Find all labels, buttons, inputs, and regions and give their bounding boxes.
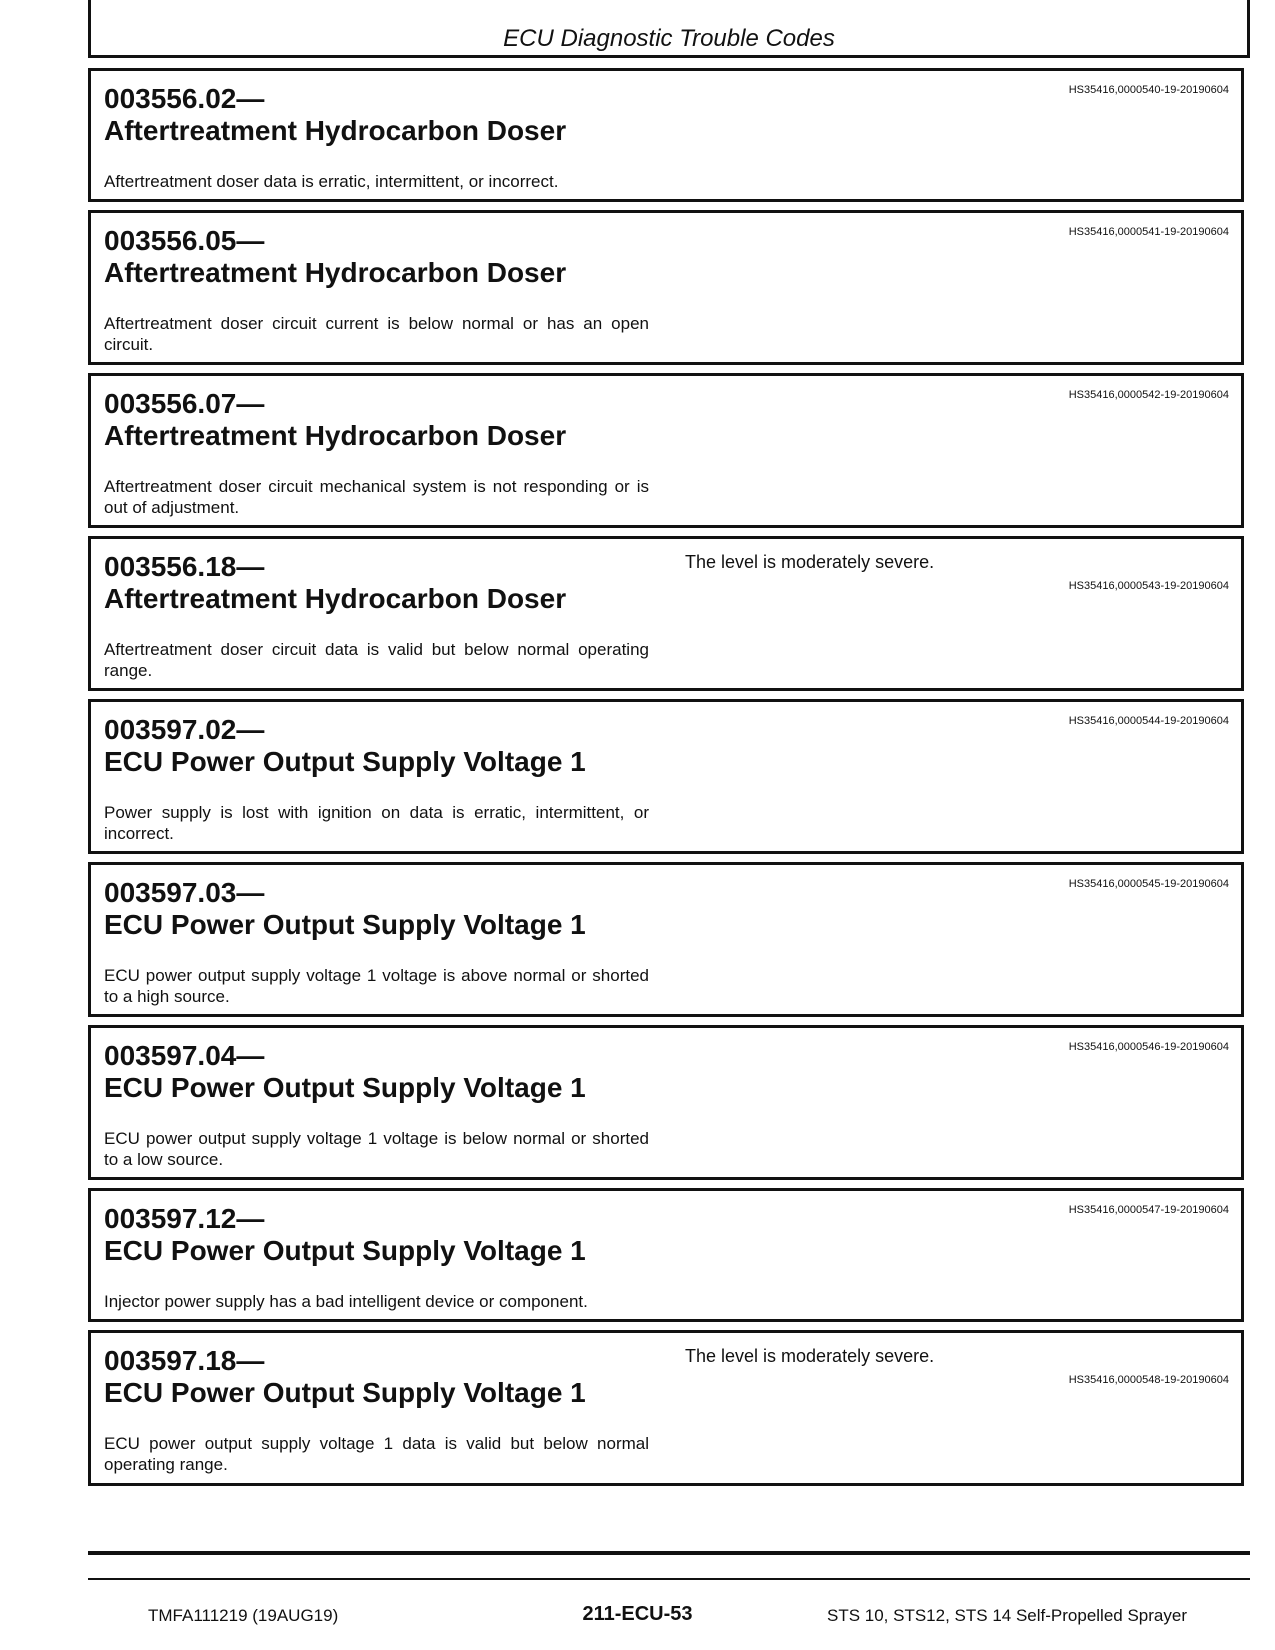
trouble-code-description: ECU power output supply voltage 1 data is valid but below normal operating range. — [104, 1434, 649, 1474]
trouble-code-entry — [88, 210, 1244, 365]
reference-id: HS35416,0000548-19-20190604 — [1068, 1374, 1229, 1386]
trouble-code-title: ECU Power Output Supply Voltage 1 — [104, 1377, 586, 1408]
trouble-code: 003556.07— — [104, 388, 265, 419]
trouble-code-title: ECU Power Output Supply Voltage 1 — [104, 909, 586, 940]
footer-page-number: 211-ECU-53 — [582, 1603, 693, 1625]
trouble-code-title: Aftertreatment Hydrocarbon Doser — [104, 257, 567, 288]
trouble-code-description: Aftertreatment doser circuit data is valid but below normal operating range. — [104, 640, 649, 680]
trouble-code-description: Aftertreatment doser circuit mechanical system is not responding or is out of adjustment. — [104, 477, 649, 517]
trouble-code-description: ECU power output supply voltage 1 voltage is above normal or shorted to a high source. — [104, 966, 649, 1006]
trouble-code-entry — [88, 1188, 1244, 1322]
trouble-code: 003597.03— — [104, 877, 265, 908]
reference-id: HS35416,0000542-19-20190604 — [1068, 389, 1229, 401]
trouble-code-description: Power supply is lost with ignition on data is erratic, intermittent, or incorrect. — [104, 803, 649, 843]
trouble-code-entry — [88, 699, 1244, 854]
trouble-code: 003597.12— — [104, 1203, 265, 1234]
trouble-code-entry — [88, 68, 1244, 202]
trouble-code-description: ECU power output supply voltage 1 voltage is below normal or shorted to a low source. — [104, 1129, 649, 1169]
reference-id: HS35416,0000547-19-20190604 — [1068, 1204, 1229, 1216]
trouble-code-entry — [88, 373, 1244, 528]
severity-note: The level is moderately severe. — [685, 552, 935, 572]
page-title: ECU Diagnostic Trouble Codes — [503, 25, 835, 52]
reference-id: HS35416,0000543-19-20190604 — [1068, 580, 1229, 592]
reference-id: HS35416,0000545-19-20190604 — [1068, 878, 1229, 890]
trouble-code: 003597.04— — [104, 1040, 265, 1071]
trouble-code-title: Aftertreatment Hydrocarbon Doser — [104, 583, 567, 614]
trouble-code: 003556.02— — [104, 83, 265, 114]
reference-id: HS35416,0000544-19-20190604 — [1068, 715, 1229, 727]
trouble-code-title: ECU Power Output Supply Voltage 1 — [104, 746, 586, 777]
trouble-code: 003597.02— — [104, 714, 265, 745]
footer-divider-thick — [88, 1551, 1250, 1555]
trouble-code-description: Injector power supply has a bad intelligent device or component. — [104, 1292, 588, 1311]
reference-id: HS35416,0000546-19-20190604 — [1068, 1041, 1229, 1053]
trouble-code-description: Aftertreatment doser data is erratic, intermittent, or incorrect. — [104, 172, 559, 191]
trouble-code-title: ECU Power Output Supply Voltage 1 — [104, 1072, 586, 1103]
trouble-code-entry — [88, 536, 1244, 691]
trouble-code-entry — [88, 1025, 1244, 1180]
trouble-code-entry — [88, 1330, 1244, 1486]
trouble-code-entry — [88, 862, 1244, 1017]
trouble-code: 003597.18— — [104, 1345, 265, 1376]
footer-product-name: STS 10, STS12, STS 14 Self-Propelled Sprayer — [826, 1606, 1187, 1625]
trouble-code-title: Aftertreatment Hydrocarbon Doser — [104, 420, 567, 451]
trouble-code-title: Aftertreatment Hydrocarbon Doser — [104, 115, 567, 146]
reference-id: HS35416,0000540-19-20190604 — [1068, 84, 1229, 96]
footer-publication-id: TMFA111219 (19AUG19) — [148, 1606, 339, 1625]
trouble-code: 003556.05— — [104, 225, 265, 256]
footer-divider-thin — [88, 1578, 1250, 1580]
severity-note: The level is moderately severe. — [685, 1346, 935, 1366]
trouble-code: 003556.18— — [104, 551, 265, 582]
trouble-code-title: ECU Power Output Supply Voltage 1 — [104, 1235, 586, 1266]
page-header — [88, 0, 1250, 58]
trouble-code-description: Aftertreatment doser circuit current is below normal or has an open circuit. — [104, 314, 649, 354]
reference-id: HS35416,0000541-19-20190604 — [1068, 226, 1229, 238]
